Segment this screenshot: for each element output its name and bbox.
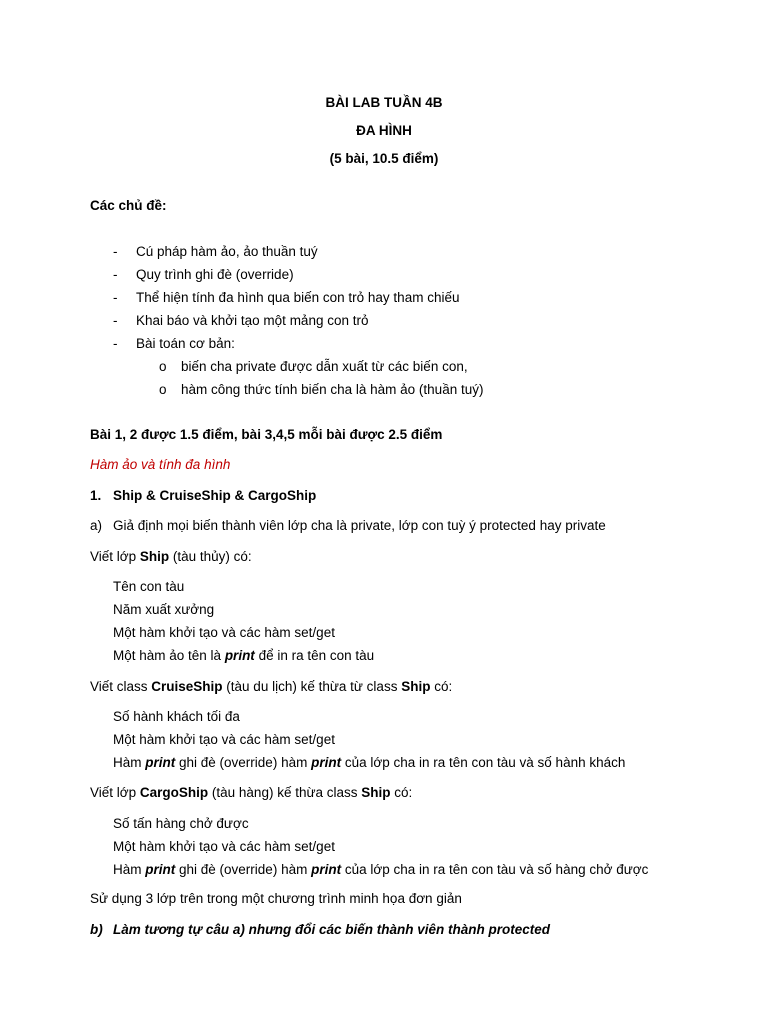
cargoship-member: Số tấn hàng chở được: [113, 816, 249, 831]
sub-list-item: hàm công thức tính biến cha là hàm ảo (thuần tuý): [181, 382, 484, 397]
part-b-label: b): [90, 922, 103, 937]
list-bullet: -: [113, 290, 118, 305]
ship-class-intro: Viết lớp Ship (tàu thủy) có:: [90, 549, 252, 564]
cargoship-member-print: Hàm print ghi đè (override) hàm print của lớp cha in ra tên con tàu và số hàng chở được: [113, 862, 649, 877]
sub-bullet: o: [159, 382, 167, 397]
cargoship-member: Một hàm khởi tạo và các hàm set/get: [113, 839, 335, 854]
scoring-note: Bài 1, 2 được 1.5 điểm, bài 3,4,5 mỗi bài được 2.5 điểm: [90, 427, 443, 442]
sub-bullet: o: [159, 359, 167, 374]
list-item: Thể hiện tính đa hình qua biến con trỏ hay tham chiếu: [136, 290, 460, 305]
list-bullet: -: [113, 336, 118, 351]
cruiseship-class-intro: Viết class CruiseShip (tàu du lịch) kế thừa từ class Ship có:: [90, 679, 453, 694]
ship-member: Một hàm khởi tạo và các hàm set/get: [113, 625, 335, 640]
cruiseship-member-print: Hàm print ghi đè (override) hàm print của lớp cha in ra tên con tàu và số hành khách: [113, 755, 626, 770]
list-bullet: -: [113, 244, 118, 259]
doc-title: BÀI LAB TUẦN 4B: [325, 95, 443, 110]
list-item: Khai báo và khởi tạo một mảng con trỏ: [136, 313, 369, 328]
part-a-text: Giả định mọi biến thành viên lớp cha là private, lớp con tuỳ ý protected hay private: [113, 518, 606, 533]
topics-heading: Các chủ đề:: [90, 198, 167, 213]
cargoship-class-intro: Viết lớp CargoShip (tàu hàng) kế thừa class Ship có:: [90, 785, 413, 800]
usage-instruction: Sử dụng 3 lớp trên trong một chương trình minh họa đơn giản: [90, 891, 462, 906]
list-bullet: -: [113, 313, 118, 328]
part-b-text: Làm tương tự câu a) nhưng đổi các biến thành viên thành protected: [113, 922, 551, 937]
exercise-title: Ship & CruiseShip & CargoShip: [113, 488, 317, 503]
list-item: Bài toán cơ bản:: [136, 336, 235, 351]
list-bullet: -: [113, 267, 118, 282]
doc-score-summary: (5 bài, 10.5 điểm): [329, 151, 439, 166]
list-item: Cú pháp hàm ảo, ảo thuần tuý: [136, 244, 318, 259]
part-a-label: a): [90, 518, 103, 533]
cruiseship-member: Số hành khách tối đa: [113, 709, 240, 724]
list-item: Quy trình ghi đè (override): [136, 267, 294, 282]
ship-member-print: Một hàm ảo tên là print để in ra tên con tàu: [113, 648, 375, 663]
section-title: Hàm ảo và tính đa hình: [90, 457, 231, 472]
sub-list-item: biến cha private được dẫn xuất từ các biến con,: [181, 359, 468, 374]
exercise-number: 1.: [90, 488, 102, 503]
cruiseship-member: Một hàm khởi tạo và các hàm set/get: [113, 732, 335, 747]
ship-member: Năm xuất xưởng: [113, 602, 215, 617]
doc-subtitle: ĐA HÌNH: [356, 123, 412, 138]
ship-member: Tên con tàu: [113, 579, 185, 594]
